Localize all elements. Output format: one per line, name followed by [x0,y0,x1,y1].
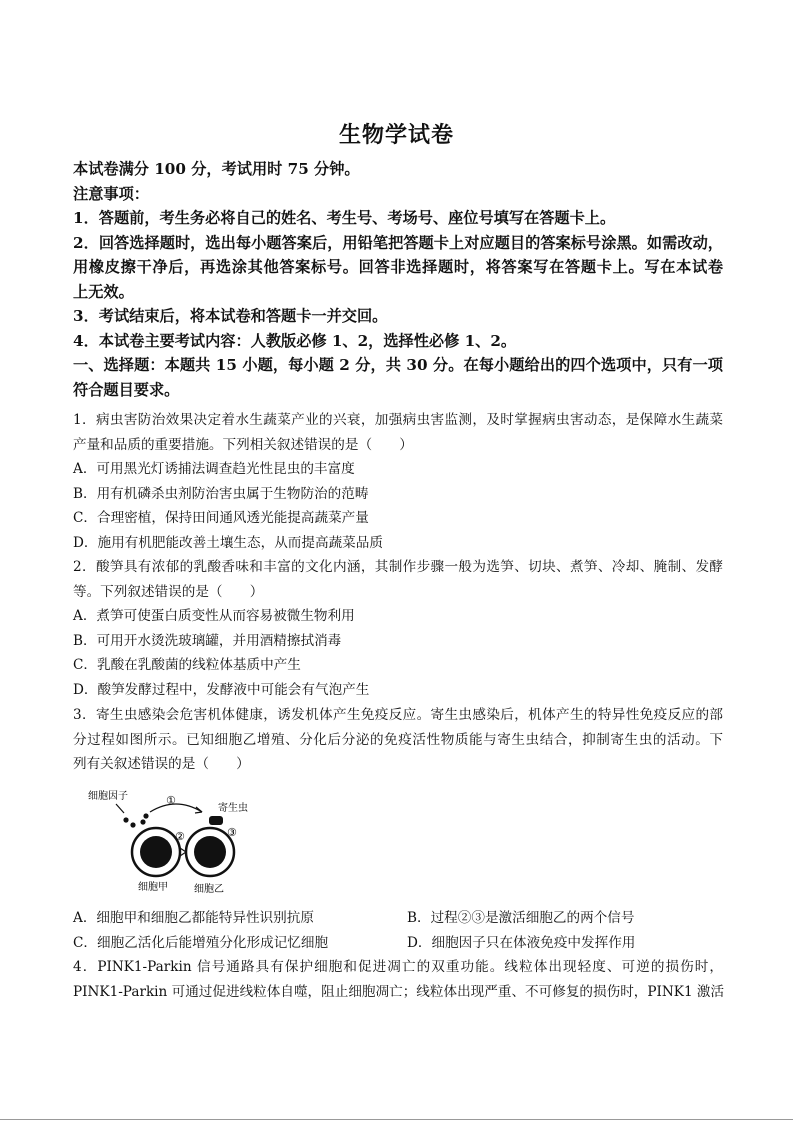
q2-option-b: B．可用开水烫洗玻璃罐，并用酒精擦拭消毒 [73,632,342,649]
cytokine-dot [130,822,135,827]
q3-options [73,906,723,1004]
step-1-arrow [150,804,202,812]
section-heading-cont: 符合题目要求。 [73,380,180,399]
q2-option-a: A．煮笋可使蛋白质变性从而容易被微生物利用 [73,608,355,624]
question-3 [73,703,723,777]
q3-stem-end: 列有关叙述错误的是（ ） [73,756,250,772]
question-2 [73,555,723,702]
q3-option-b: B．过程②③是激活细胞乙的两个信号 [407,910,635,926]
q2-option-c: C．乳酸在乳酸菌的线粒体基质中产生 [73,657,301,673]
cell-b-nucleus [194,836,226,868]
q1-option-c: C．合理密植，保持田间通风透光能提高蔬菜产量 [73,510,369,526]
q1-option-d: D．施用有机肥能改善土壤生态，从而提高蔬菜品质 [73,534,383,551]
q3-stem: 3．寄生虫感染会危害机体健康，诱发机体产生免疫反应。寄生虫感染后，机体产生的特异性免疫反应的部 [73,707,723,723]
question-1 [73,408,723,555]
notice-item-1: 1．答题前，考生务必将自己的姓名、考生号、考场号、座位号填写在答题卡上。 [73,209,616,227]
q1-stem: 1．病虫害防治效果决定着水生蔬菜产业的兴衰，加强病虫害监测，及时掌握病虫害动态，是保障水生蔬菜 [73,412,723,428]
section-heading: 一、选择题：本题共 15 小题，每小题 2 分，共 30 分。在每小题给出的四个选项中，只有一项 [73,356,723,374]
parasite-label: 寄生虫 [218,803,248,814]
notice-item-2-cont: 用橡皮擦干净后，再选涂其他答案标号。回答非选择题时，将答案写在答题卡上。写在本试卷 [73,258,723,276]
cytokine-label: 细胞因子 [88,791,128,802]
page-bottom-rule [0,1119,793,1120]
q4-stem: 4．PINK1-Parkin 信号通路具有保护细胞和促进凋亡的双重功能。线粒体出现轻度、可逆的损伤时， [73,959,723,975]
step-3-marker: ③ [227,826,237,839]
q1-stem-cont: 产量和品质的重要措施。下列相关叙述错误的是（ ） [73,436,413,453]
parasite-shape [209,816,223,825]
immune-response-figure [86,786,266,894]
cytokine-dot [123,817,128,822]
cytokine-pointer [116,804,124,813]
q3-option-d: D．细胞因子只在体液免疫中发挥作用 [407,934,636,951]
cell-a-label: 细胞甲 [138,882,168,893]
q1-option-a: A．可用黑光灯诱捕法调查趋光性昆虫的丰富度 [73,461,355,477]
q3-option-c: C．细胞乙活化后能增殖分化形成记忆细胞 [73,934,329,951]
notice-title: 注意事项： [73,184,149,203]
notice-item-2-end: 上无效。 [73,282,134,301]
notice-item-3: 3．考试结束后，将本试卷和答题卡一并交回。 [73,307,388,325]
cytokine-dot [143,813,148,818]
notice-item-4: 4．本试卷主要考试内容：人教版必修 1、2，选择性必修 1、2。 [73,331,517,350]
q4-stem-cont: PINK1-Parkin 可通过促进线粒体自噬，阻止细胞凋亡；线粒体出现严重、不可修复的损伤时，PINK1 激活 [73,983,725,1000]
q2-stem: 2．酸笋具有浓郁的乳酸香味和丰富的文化内涵，其制作步骤一般为选笋、切块、煮笋、冷却、腌制、发酵 [73,559,723,575]
q1-option-b: B．用有机磷杀虫剂防治害虫属于生物防治的范畴 [73,485,369,502]
cytokine-dot [140,819,145,824]
step-2-marker: ② [175,830,185,843]
step-1-marker: ① [166,794,176,807]
page-title: 生物学试卷 [338,122,454,148]
exam-meta: 本试卷满分 100 分，考试用时 75 分钟。 [73,160,360,178]
q3-stem-cont: 分过程如图所示。已知细胞乙增殖、分化后分泌的免疫活性物质能与寄生虫结合，抑制寄生虫的活动。下 [73,731,723,748]
q3-option-a: A．细胞甲和细胞乙都能特异性识别抗原 [73,910,314,926]
notice-item-2: 2．回答选择题时，选出每小题答案后，用铅笔把答题卡上对应题目的答案标号涂黑。如需改动， [73,233,723,252]
cell-a-nucleus [140,836,172,868]
cell-b-label: 细胞乙 [194,884,224,894]
q2-stem-cont: 等。下列叙述错误的是（ ） [73,583,264,600]
exam-header [73,157,723,402]
q2-option-d: D．酸笋发酵过程中，发酵液中可能会有气泡产生 [73,681,370,698]
